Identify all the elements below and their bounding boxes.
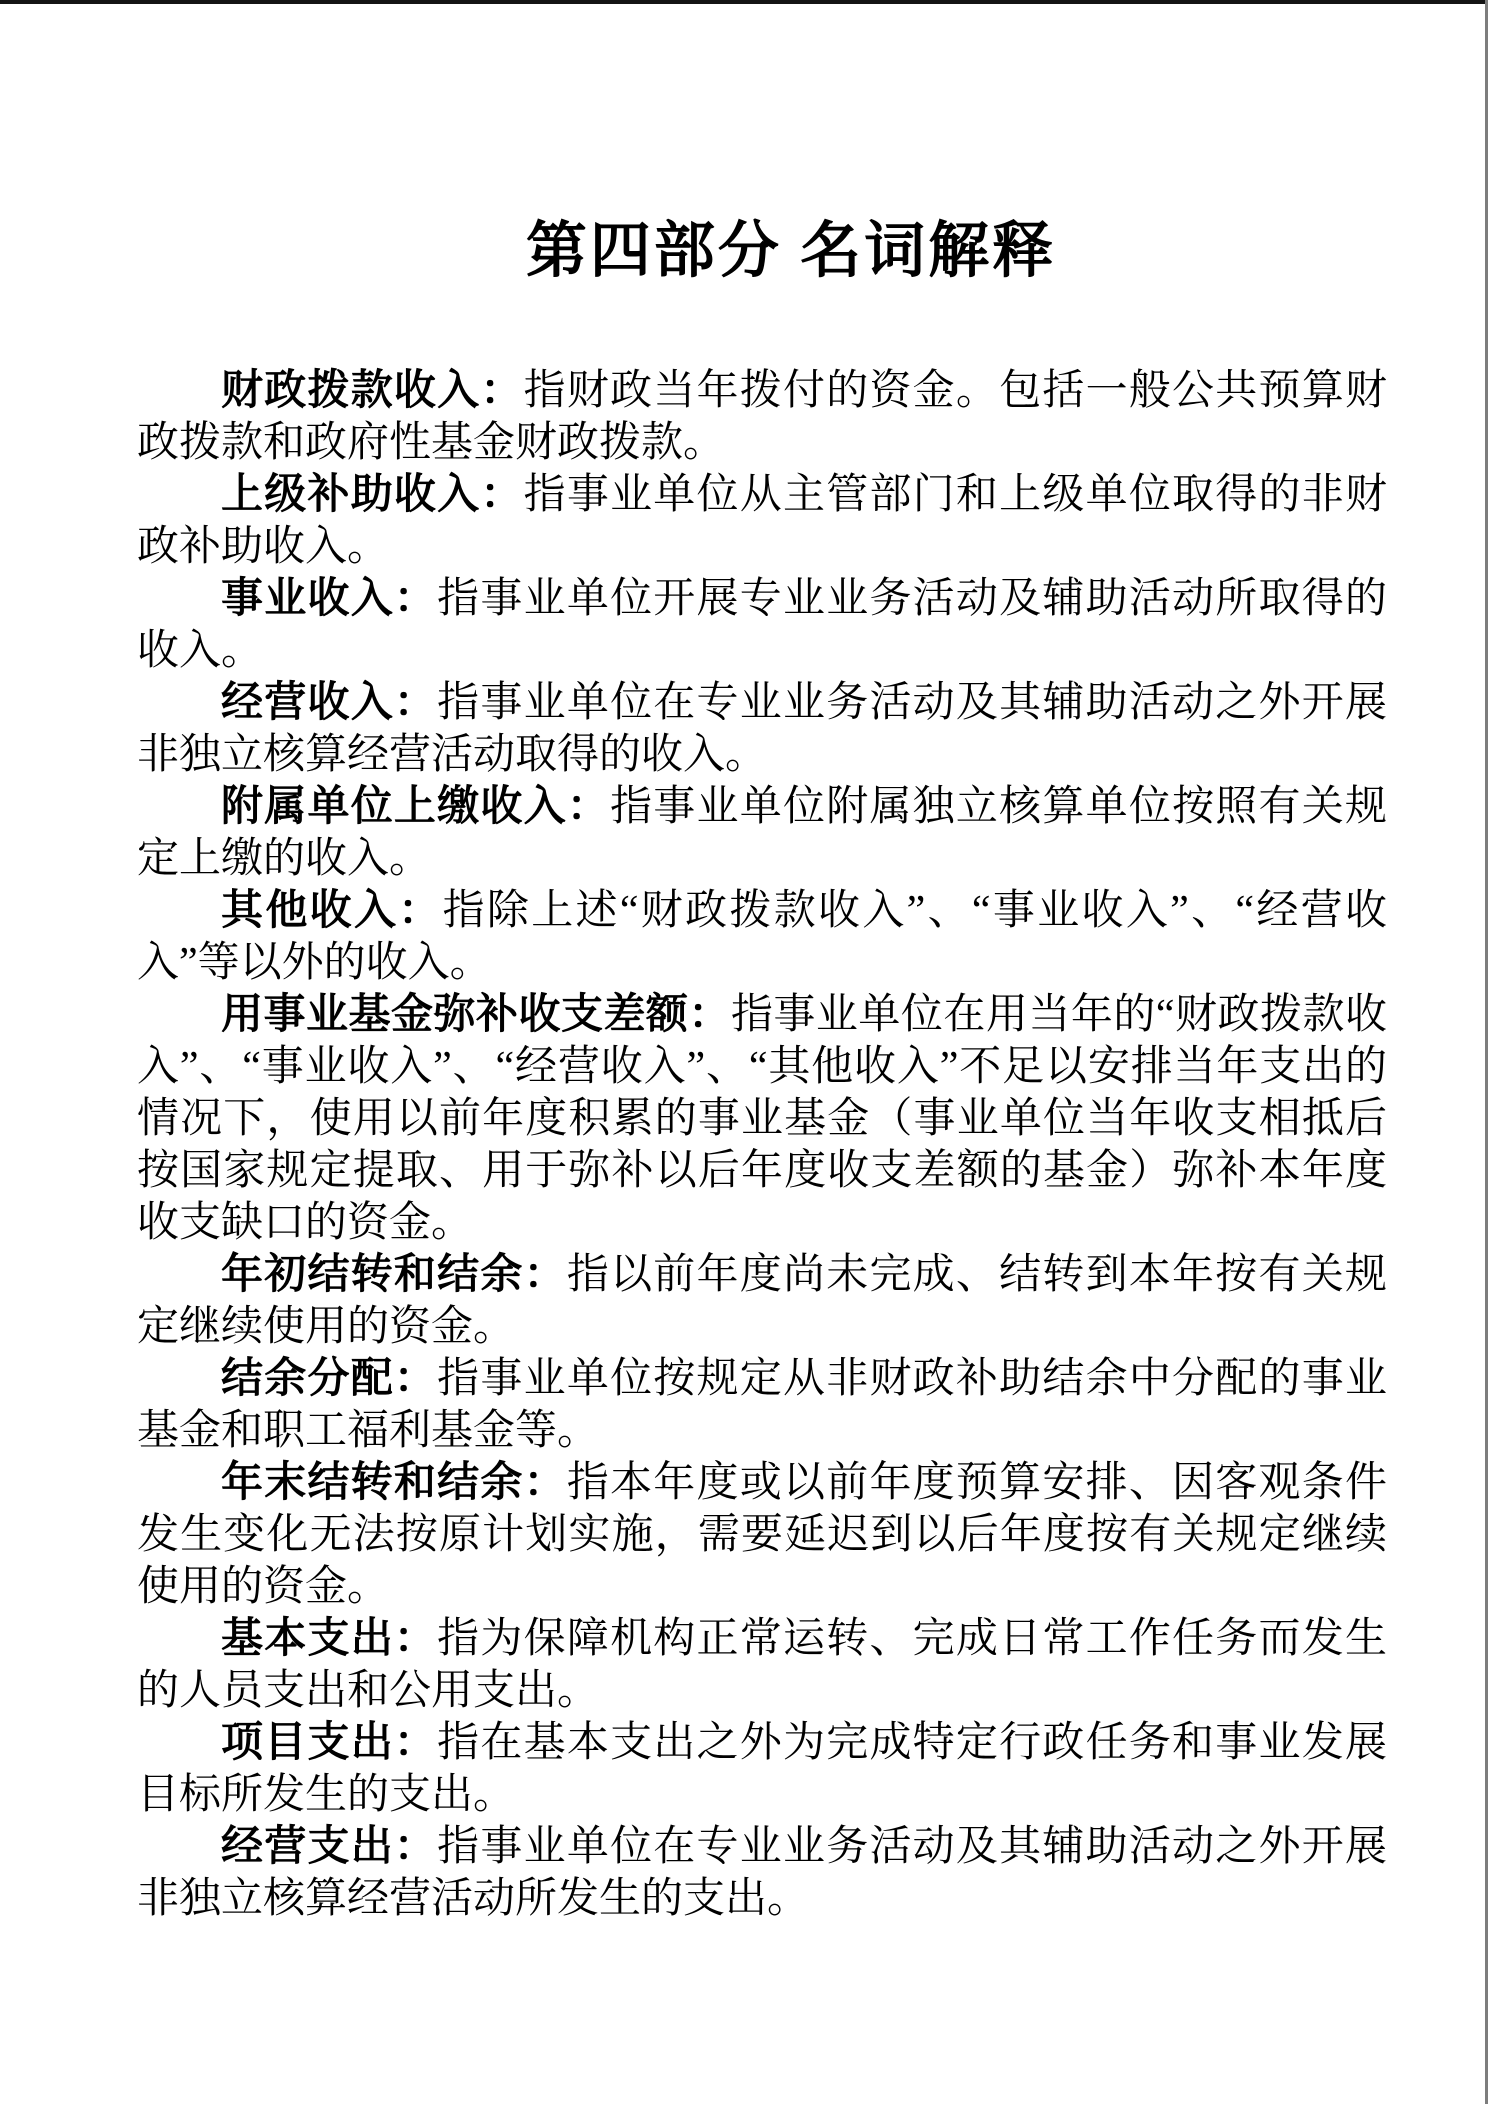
term-definition: 指以前年度尚未完成、结转到本年按有关规定继续使用的资金。 [137,1252,1387,1350]
glossary-term-paragraph [137,573,1387,677]
glossary-term-paragraph [137,1457,1387,1613]
term-label: 基本支出： [221,1616,438,1662]
term-label: 年末结转和结余： [221,1460,567,1506]
term-definition: 指事业单位在专业业务活动及其辅助活动之外开展非独立核算经营活动取得的收入。 [137,680,1387,778]
term-label: 财政拨款收入： [221,368,524,414]
term-label: 经营收入： [221,680,438,726]
glossary-terms-list [137,365,1387,1925]
term-definition: 指财政当年拨付的资金。包括一般公共预算财政拨款和政府性基金财政拨款。 [137,368,1387,466]
glossary-term-paragraph [137,1717,1387,1821]
term-definition: 指事业单位在用当年的“财政拨款收入”、“事业收入”、“经营收入”、“其他收入”不足以安排当年支出的情况下，使用以前年度积累的事业基金（事业单位当年收支相抵后按国家规定提取、用于弥补以后年度收支差额的基金）弥补本年度收支缺口的资金。 [137,992,1387,1246]
glossary-term-paragraph [137,885,1387,989]
term-label: 其他收入： [221,888,443,934]
term-definition: 指除上述“财政拨款收入”、“事业收入”、“经营收入”等以外的收入。 [137,888,1387,986]
glossary-term-paragraph [137,1613,1387,1717]
glossary-term-paragraph [137,989,1387,1249]
term-label: 用事业基金弥补收支差额： [221,992,731,1038]
glossary-term-paragraph [137,781,1387,885]
term-label: 附属单位上缴收入： [221,784,611,830]
term-definition: 指事业单位按规定从非财政补助结余中分配的事业基金和职工福利基金等。 [137,1356,1387,1454]
glossary-term-paragraph [137,365,1387,469]
glossary-term-paragraph [137,1821,1387,1925]
term-label: 结余分配： [221,1356,438,1402]
term-label: 年初结转和结余： [221,1252,567,1298]
term-definition: 指事业单位附属独立核算单位按照有关规定上缴的收入。 [137,784,1387,882]
scan-top-edge-line [0,0,1488,4]
term-label: 上级补助收入： [221,472,524,518]
term-definition: 指为保障机构正常运转、完成日常工作任务而发生的人员支出和公用支出。 [137,1616,1387,1714]
glossary-term-paragraph [137,1249,1387,1353]
term-label: 事业收入： [221,576,438,622]
glossary-term-paragraph [137,1353,1387,1457]
term-definition: 指事业单位从主管部门和上级单位取得的非财政补助收入。 [137,472,1387,570]
page-title: 第四部分 名词解释 [525,218,1057,285]
glossary-term-paragraph [137,469,1387,573]
term-definition: 指事业单位开展专业业务活动及辅助活动所取得的收入。 [137,576,1387,674]
term-definition: 指事业单位在专业业务活动及其辅助活动之外开展非独立核算经营活动所发生的支出。 [137,1824,1387,1922]
term-label: 经营支出： [221,1824,438,1870]
term-definition: 指本年度或以前年度预算安排、因客观条件发生变化无法按原计划实施，需要延迟到以后年度按有关规定继续使用的资金。 [137,1460,1387,1610]
term-definition: 指在基本支出之外为完成特定行政任务和事业发展目标所发生的支出。 [137,1720,1387,1818]
term-label: 项目支出： [221,1720,438,1766]
glossary-term-paragraph [137,677,1387,781]
